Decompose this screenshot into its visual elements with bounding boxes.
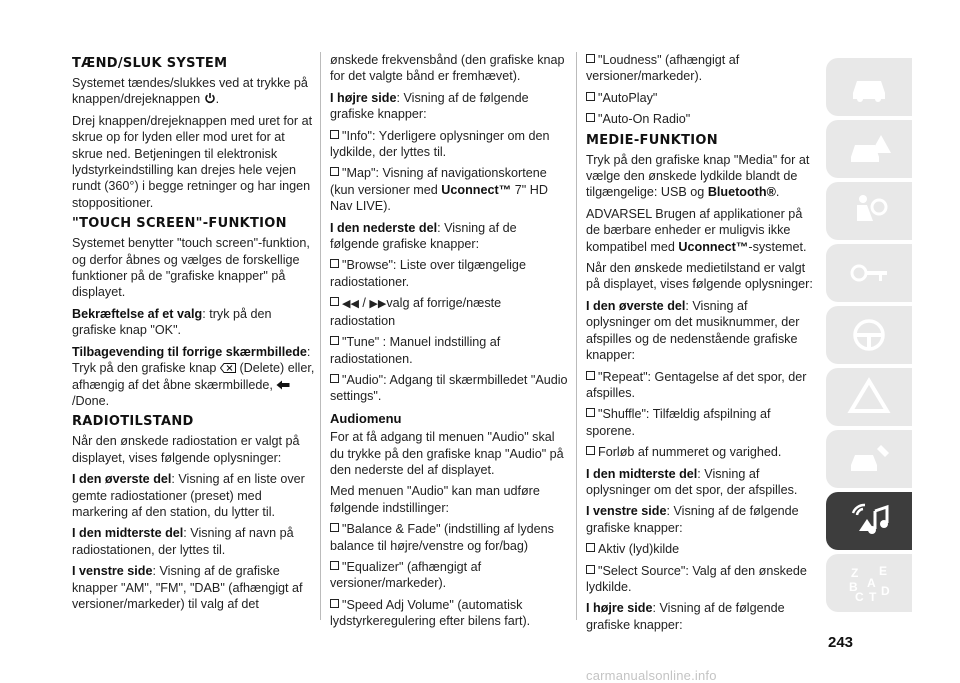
bullet-item bbox=[330, 597, 568, 630]
sidebar-tab-safety[interactable] bbox=[826, 182, 912, 240]
label-bold: Bekræftelse af et valg bbox=[72, 306, 203, 321]
text: "Browse": Liste over tilgængelige radiostationer. bbox=[330, 258, 526, 289]
paragraph bbox=[72, 344, 318, 410]
bullet-square-icon bbox=[586, 371, 595, 380]
multimedia-icon bbox=[845, 501, 893, 541]
sidebar-tab-service[interactable] bbox=[826, 430, 912, 488]
bullet-item bbox=[330, 165, 568, 214]
text: "Map": Visning af navigationskortene (kun versioner med bbox=[330, 166, 547, 197]
bullet-item bbox=[330, 372, 568, 405]
bullet-square-icon bbox=[330, 259, 339, 268]
paragraph bbox=[586, 503, 814, 536]
paragraph bbox=[586, 600, 814, 633]
text: : Visning af de grafiske knapper "AM", "FM", "DAB" (afhængigt af versioner/markeder) til valg af det bbox=[72, 564, 303, 611]
paragraph: Med menuen "Audio" kan man udføre følgende indstillinger: bbox=[330, 484, 540, 515]
brand-name: Uconnect™ bbox=[441, 182, 512, 197]
car-service-icon bbox=[845, 439, 893, 479]
heading-touch-screen: "TOUCH SCREEN"-FUNKTION bbox=[72, 216, 287, 232]
brand-name: Bluetooth® bbox=[707, 185, 776, 200]
text: "Speed Adj Volume" (automatisk lydstyrkeregulering efter bilens fart). bbox=[330, 597, 531, 629]
bullet-item bbox=[330, 521, 568, 554]
text: Tryk på den grafiske knap "Media" for at vælge den ønskede lydkilde blandt de tilgængelige: USB og bbox=[586, 152, 810, 200]
text: : Visning af de følgende grafiske knapper: bbox=[586, 504, 799, 535]
text: : Visning af en liste over gemte radiostationer (preset) med markering af den station, du lytter til. bbox=[72, 472, 305, 519]
bullet-square-icon bbox=[586, 446, 595, 455]
paragraph bbox=[330, 220, 568, 253]
index-letters-icon bbox=[845, 563, 893, 603]
text: "Shuffle": Tilfældig afspilning af sporene. bbox=[586, 407, 771, 438]
text: : Tryk på den grafiske knap bbox=[72, 344, 311, 376]
bullet-square-icon bbox=[330, 523, 339, 532]
key-ignition-icon bbox=[845, 253, 893, 293]
text: : Visning af oplysninger om det spor, der afspilles. bbox=[586, 466, 798, 497]
label-bold: I den midterste del bbox=[72, 526, 184, 541]
bullet-square-icon bbox=[586, 408, 595, 417]
bullet-square-icon bbox=[586, 113, 595, 122]
bullet-item bbox=[586, 111, 814, 127]
column-right bbox=[586, 52, 814, 638]
steering-wheel-icon bbox=[845, 315, 893, 355]
warning-triangle-icon bbox=[845, 377, 893, 417]
paragraph: Systemet benytter "touch screen"-funktion, og derfor åbnes og vælges de forskellige funktioner på de "grafiske knapper" på displayet. bbox=[72, 236, 310, 300]
text: "Loudness" (afhængigt af versioner/markeder). bbox=[586, 53, 740, 84]
car-dashboard-warning-icon bbox=[845, 129, 893, 169]
sidebar-tab-dashboard[interactable] bbox=[826, 58, 912, 116]
text: "Balance & Fade" (indstilling af lydens balance til højre/venstre og for/bag) bbox=[330, 522, 554, 553]
paragraph: For at få adgang til menuen "Audio" skal du trykke på den grafiske knap "Audio" på den nederste del af displayet. bbox=[330, 430, 564, 477]
text: "Select Source": Valg af den ønskede lydkilde. bbox=[586, 563, 807, 594]
heading-audiomenu: Audiomenu bbox=[330, 410, 402, 426]
bullet-item bbox=[330, 257, 568, 290]
text: : tryk på den grafiske knap "OK". bbox=[72, 306, 272, 338]
label-bold: I den øverste del bbox=[586, 298, 686, 313]
bullet-square-icon bbox=[586, 543, 595, 552]
label-bold: Tilbagevending til forrige skærmbillede bbox=[72, 344, 307, 359]
bullet-square-icon bbox=[586, 565, 595, 574]
text: . bbox=[775, 185, 780, 200]
watermark: carmanualsonline.info bbox=[586, 668, 717, 683]
paragraph bbox=[72, 525, 318, 558]
text: 7" HD Nav LIVE). bbox=[330, 182, 548, 214]
paragraph bbox=[72, 563, 318, 612]
paragraph bbox=[72, 306, 318, 339]
paragraph bbox=[586, 298, 814, 364]
paragraph bbox=[330, 90, 568, 123]
text: : Visning af de følgende grafiske knapper: bbox=[586, 601, 785, 632]
bullet-square-icon bbox=[330, 336, 339, 345]
text: : Visning af de følgende grafiske knapper: bbox=[330, 90, 529, 122]
text: "Audio": Adgang til skærmbilledet "Audio settings". bbox=[330, 372, 568, 404]
text: Forløb af nummeret og varighed. bbox=[598, 445, 782, 460]
bullet-item bbox=[586, 406, 814, 439]
paragraph: Når den ønskede medietilstand er valgt på displayet, vises følgende oplysninger: bbox=[586, 261, 813, 292]
paragraph bbox=[586, 206, 814, 255]
text: "AutoPlay" bbox=[598, 90, 658, 105]
sidebar-tab-index[interactable] bbox=[826, 554, 912, 612]
sidebar-tab-emergency[interactable] bbox=[826, 368, 912, 426]
bullet-item bbox=[586, 369, 814, 402]
text: "Repeat": Gentagelse af det spor, der afspilles. bbox=[586, 369, 807, 400]
sidebar-tab-multimedia[interactable] bbox=[826, 492, 912, 550]
heading-system: TÆND/SLUK SYSTEM bbox=[72, 56, 228, 71]
page-number: 243 bbox=[828, 634, 854, 651]
text: : Visning af navn på radiostationen, der lyttes til. bbox=[72, 526, 294, 557]
label-bold: I den midterste del bbox=[586, 466, 698, 481]
text: -systemet. bbox=[748, 239, 807, 254]
label-bold: I den nederste del bbox=[330, 220, 438, 235]
bullet-square-icon bbox=[330, 167, 339, 176]
text: : Visning af de følgende grafiske knapper: bbox=[330, 220, 517, 252]
bullet-square-icon bbox=[330, 374, 339, 383]
bullet-square-icon bbox=[330, 561, 339, 570]
rewind-icon: ◀◀ bbox=[342, 298, 359, 311]
power-icon bbox=[204, 92, 216, 104]
delete-icon bbox=[220, 363, 236, 373]
text: / bbox=[358, 296, 370, 311]
label-bold: I højre side bbox=[330, 90, 397, 105]
index-letter: C bbox=[855, 590, 864, 603]
bullet-item bbox=[586, 541, 814, 557]
bullet-item bbox=[586, 90, 814, 106]
bullet-item bbox=[330, 295, 568, 329]
brand-name: Uconnect™ bbox=[678, 239, 749, 254]
text: "Info": Yderligere oplysninger om den lydkilde, der lyttes til. bbox=[330, 128, 550, 160]
text: "Tune" : Manuel indstilling af radiostationen. bbox=[330, 335, 501, 366]
fast-forward-icon: ▶▶ bbox=[369, 298, 387, 311]
paragraph: ønskede frekvensbånd (den grafiske knap for det valgte bånd er fremhævet). bbox=[330, 53, 565, 84]
car-dashboard-icon bbox=[845, 67, 893, 107]
text: /Done. bbox=[72, 393, 110, 408]
chapter-sidebar bbox=[826, 58, 912, 616]
bullet-square-icon bbox=[586, 92, 595, 101]
bullet-square-icon bbox=[330, 599, 339, 608]
bullet-square-icon bbox=[330, 297, 339, 306]
text: Systemet tændes/slukkes ved at trykke på knappen/drejeknappen bbox=[72, 76, 308, 107]
text: (Delete) eller, afhængig af det åbne skærmbillede, bbox=[72, 361, 315, 392]
heading-radio: RADIOTILSTAND bbox=[72, 414, 194, 430]
index-letter: B bbox=[849, 580, 858, 594]
index-letter: D bbox=[881, 584, 890, 598]
paragraph bbox=[586, 152, 814, 201]
text: ADVARSEL Brugen af applikationer på de bærbare enheder er muligvis ikke kompatibel med bbox=[586, 206, 803, 254]
column-middle bbox=[330, 52, 568, 635]
column-divider bbox=[320, 52, 321, 620]
bullet-item bbox=[330, 559, 568, 592]
text: "Equalizer" (afhængigt af versioner/markeder). bbox=[330, 559, 482, 591]
label-bold: I højre side bbox=[586, 601, 653, 616]
bullet-item bbox=[586, 563, 814, 596]
heading-media: MEDIE-FUNKTION bbox=[586, 132, 718, 148]
bullet-item bbox=[586, 52, 814, 85]
index-letter: A bbox=[867, 576, 876, 590]
bullet-square-icon bbox=[330, 130, 339, 139]
paragraph: Drej knappen/drejeknappen med uret for at skrue op for lyden eller mod uret for at skrue ned. Betjeningen til elektronisk lydstyrkeindstilling kan drejes hele vejen rundt (360°) i begge retninger og har ingen stoppositioner. bbox=[72, 113, 313, 210]
text: : Visning af oplysninger om det musiknummer, der afspilles og de nedenstående grafiske knapper: bbox=[586, 298, 800, 363]
label-bold: I venstre side bbox=[586, 504, 667, 519]
text: "Auto-On Radio" bbox=[598, 112, 691, 127]
bullet-item bbox=[586, 444, 814, 460]
airbag-seat-icon bbox=[845, 191, 893, 231]
back-arrow-icon bbox=[276, 380, 290, 390]
paragraph: Systemet tændes/slukkes ved at trykke på knappen/drejeknappen . bbox=[72, 76, 308, 107]
sidebar-tab-driving[interactable] bbox=[826, 306, 912, 364]
index-letter: E bbox=[879, 564, 888, 578]
label-bold: I den øverste del bbox=[72, 472, 172, 487]
sidebar-tab-start[interactable] bbox=[826, 244, 912, 302]
column-divider bbox=[576, 52, 577, 620]
index-letter: T bbox=[869, 590, 877, 603]
bullet-item bbox=[330, 334, 568, 367]
label-bold: I venstre side bbox=[72, 564, 153, 579]
bullet-square-icon bbox=[586, 54, 595, 63]
index-letter: Z bbox=[851, 566, 859, 580]
paragraph: Når den ønskede radiostation er valgt på displayet, vises følgende oplysninger: bbox=[72, 434, 300, 465]
paragraph bbox=[586, 466, 814, 499]
text: valg af forrige/næste radiostation bbox=[330, 296, 502, 328]
bullet-item bbox=[330, 128, 568, 161]
paragraph bbox=[72, 471, 318, 520]
column-left bbox=[72, 52, 318, 617]
text: Aktiv (lyd)kilde bbox=[598, 542, 680, 557]
sidebar-tab-warning[interactable] bbox=[826, 120, 912, 178]
